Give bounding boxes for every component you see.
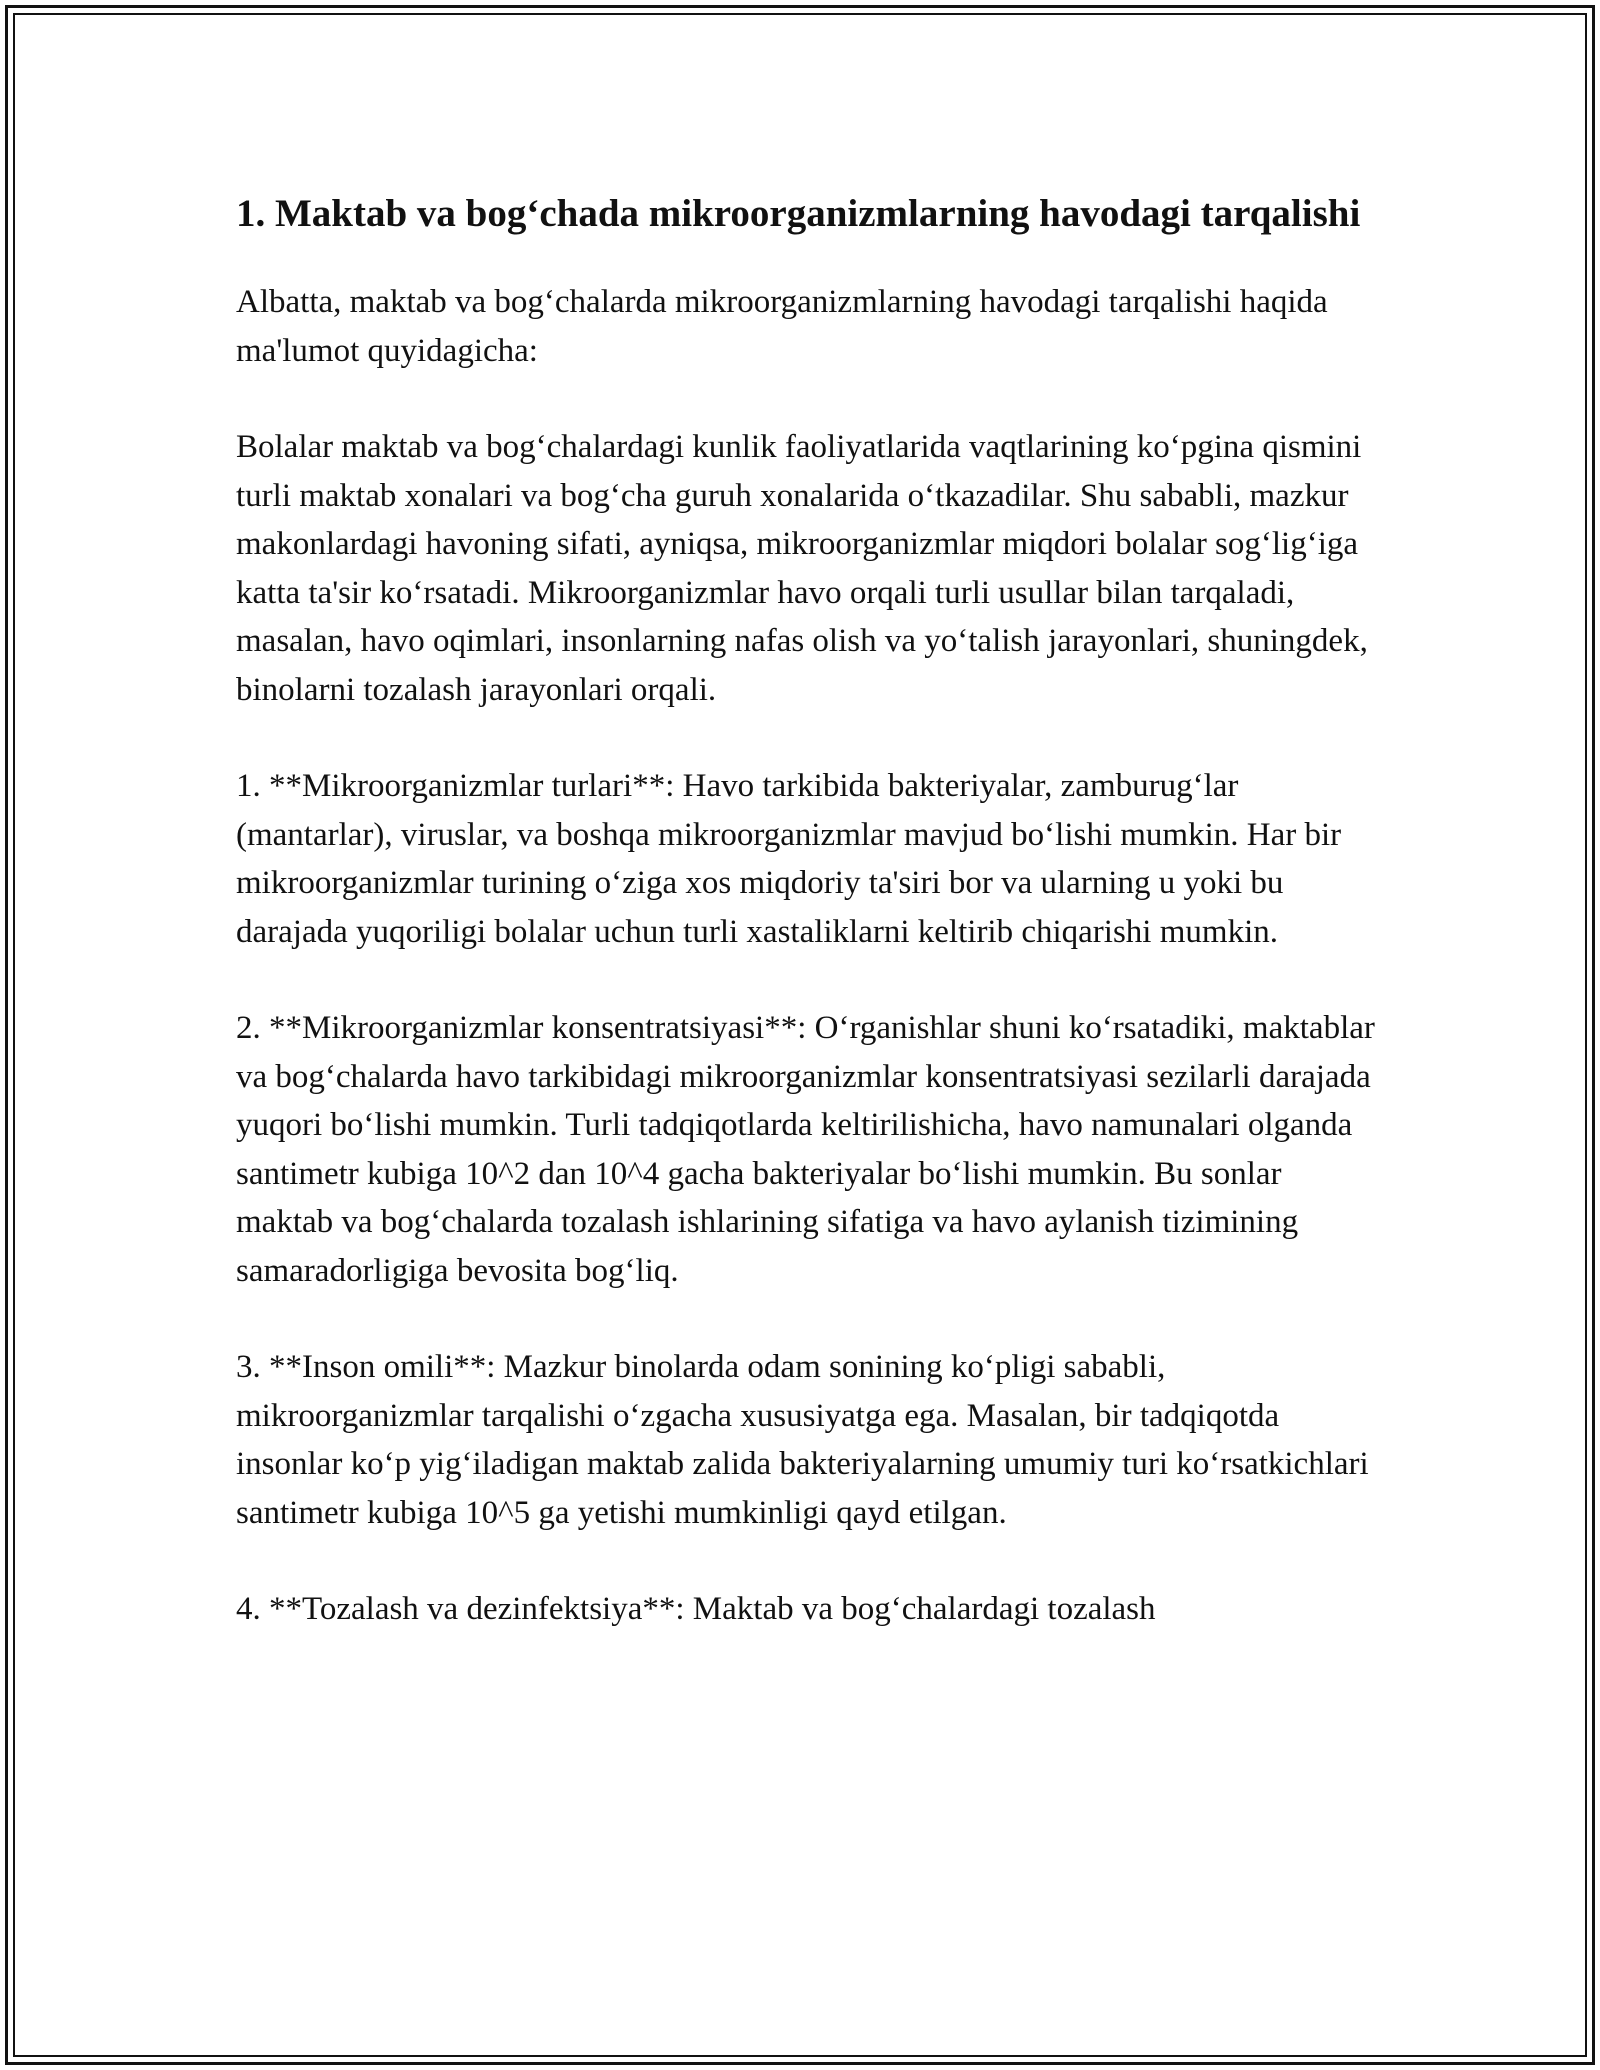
document-title: 1. Maktab va bog‘chada mikroorganizmlarning havodagi tarqalishi [236, 192, 1361, 235]
point-cleaning-disinfection: 4. **Tozalash va dezinfektsiya**: Maktab va bog‘chalardagi tozalash [236, 1591, 1156, 1627]
point-concentration: 2. **Mikroorganizmlar konsentratsiyasi**: O‘rganishlar shuni ko‘rsatadiki, maktablar va bog‘chalarda havo tarkibidagi mikroorganizmlar konsentratsiyasi sezilarli darajada yuqori bo‘lishi mumkin. Turli tadqiqotlarda keltirilishicha, havo namunalari olganda santimetr kubiga 10^2 dan 10^4 gacha bakteriyalar bo‘lishi mumkin. Bu sonlar maktab va bog‘chalarda tozalash ishlarining sifatiga va havo aylanish tizimining samaradorligiga bevosita bog‘liq. [236, 1010, 1375, 1289]
point-human-factor: 3. **Inson omili**: Mazkur binolarda odam sonining ko‘pligi sababli, mikroorganizmlar tarqalishi o‘zgacha xususiyatga ega. Masalan, bir tadqiqotda insonlar ko‘p yig‘iladigan maktab zalida bakteriyalarning umumiy turi ko‘rsatkichlari santimetr kubiga 10^5 ga yetishi mumkinligi qayd etilgan. [236, 1349, 1369, 1531]
context-paragraph: Bolalar maktab va bog‘chalardagi kunlik faoliyatlarida vaqtlarining ko‘pgina qismini turli maktab xonalari va bog‘cha guruh xonalarida o‘tkazadilar. Shu sababli, mazkur makonlardagi havoning sifati, ayniqsa, mikroorganizmlar miqdori bolalar sog‘lig‘iga katta ta'sir ko‘rsatadi. Mikroorganizmlar havo orqali turli usullar bilan tarqaladi, masalan, havo oqimlari, insonlarning nafas olish va yo‘talish jarayonlari, shuningdek, binolarni tozalash jarayonlari orqali. [236, 429, 1368, 708]
point-microorganism-types: 1. **Mikroorganizmlar turlari**: Havo tarkibida bakteriyalar, zamburug‘lar (mantarlar), viruslar, va boshqa mikroorganizmlar mavjud bo‘lishi mumkin. Har bir mikroorganizmlar turining o‘ziga xos miqdoriy ta'siri bor va ularning u yoki bu darajada yuqoriligi bolalar uchun turli xastaliklarni keltirib chiqarishi mumkin. [236, 768, 1342, 950]
intro-paragraph: Albatta, maktab va bog‘chalarda mikroorganizmlarning havodagi tarqalishi haqida ma'lumot quyidagicha: [236, 284, 1328, 369]
document-body [236, 186, 1376, 1682]
